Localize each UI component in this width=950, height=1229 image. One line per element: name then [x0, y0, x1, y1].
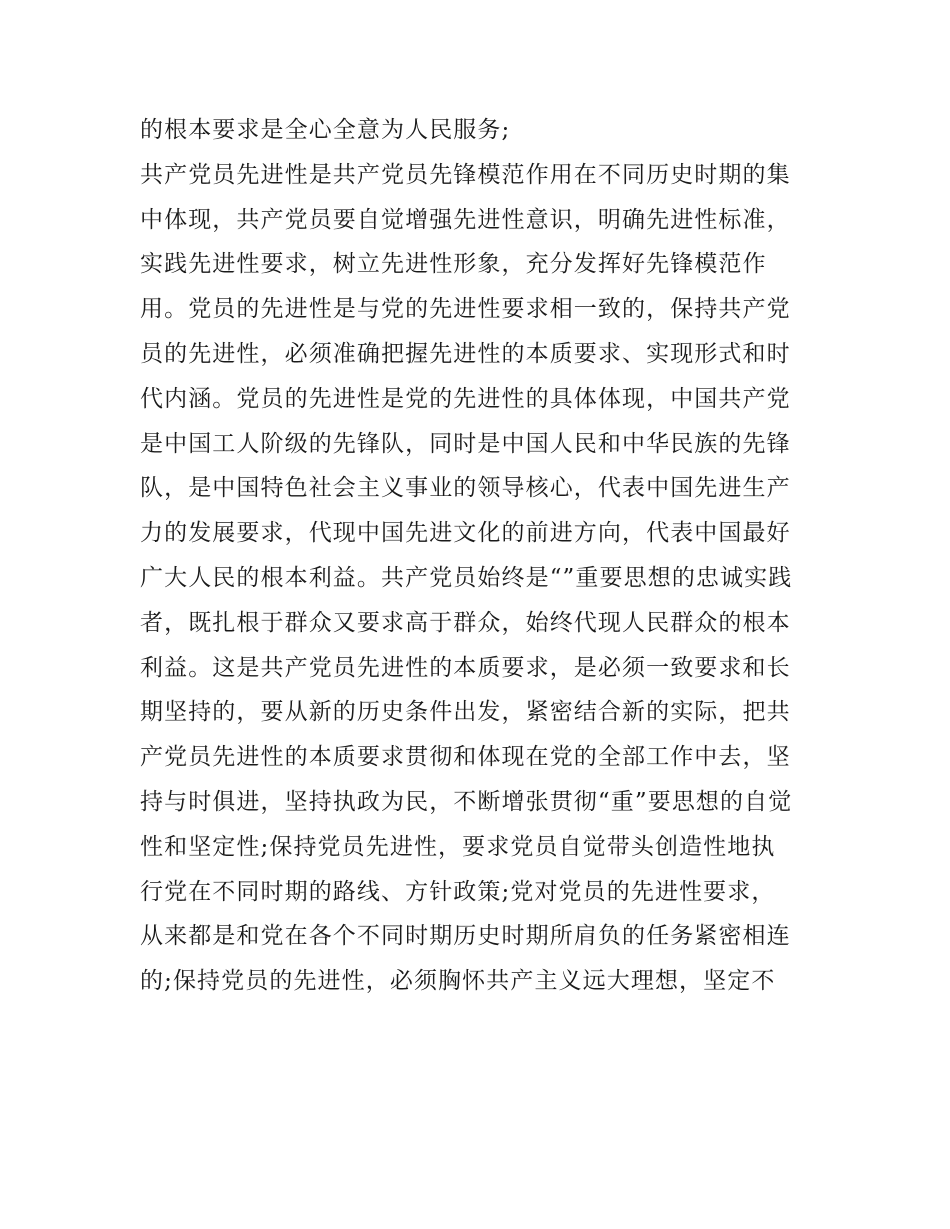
text-line-13: 利益。这是共产党员先进性的本质要求，是必须一致要求和长 [140, 654, 791, 681]
text-line-8: 是中国工人阶级的先锋队，同时是中国人民和中华民族的先锋 [140, 430, 791, 457]
text-line-5: 用。党员的先进性是与党的先进性要求相一致的，保持共产党 [140, 296, 791, 323]
text-line-3: 中体现，共产党员要自觉增强先进性意识，明确先进性标准， [140, 206, 791, 233]
text-line-12: 者，既扎根于群众又要求高于群众，始终代现人民群众的根本 [140, 609, 791, 636]
text-line-11: 广大人民的根本利益。共产党员始终是“”重要思想的忠诚实践 [140, 564, 793, 591]
text-line-16: 持与时俱进，坚持执政为民，不断增张贯彻“重”要思想的自觉 [140, 788, 793, 815]
text-line-10: 力的发展要求，代现中国先进文化的前进方向，代表中国最好 [140, 520, 791, 547]
text-line-7: 代内涵。党员的先进性是党的先进性的具体体现，中国共产党 [140, 385, 791, 412]
text-line-18: 行党在不同时期的路线、方针政策;党对党员的先进性要求， [140, 878, 776, 905]
text-line-1: 的根本要求是全心全意为人民服务; [140, 117, 511, 143]
text-line-4: 实践先进性要求，树立先进性形象，充分发挥好先锋模范作 [140, 251, 767, 278]
text-line-9: 队，是中国特色社会主义事业的领导核心，代表中国先进生产 [140, 475, 791, 502]
text-line-17: 性和坚定性;保持党员先进性，要求党员自觉带头创造性地执 [140, 833, 776, 860]
text-line-14: 期坚持的，要从新的历史条件出发，紧密结合新的实际，把共 [140, 699, 791, 726]
text-line-20: 的;保持党员的先进性，必须胸怀共产主义远大理想，坚定不 [140, 968, 776, 995]
text-line-15: 产党员先进性的本质要求贯彻和体现在党的全部工作中去，坚 [140, 744, 791, 771]
body-text [140, 108, 820, 1004]
text-line-6: 员的先进性，必须准确把握先进性的本质要求、实现形式和时 [140, 340, 791, 367]
text-line-19: 从来都是和党在各个不同时期历史时期所肩负的任务紧密相连 [140, 923, 791, 950]
text-line-2: 共产党员先进性是共产党员先锋模范作用在不同历史时期的集 [140, 161, 791, 188]
